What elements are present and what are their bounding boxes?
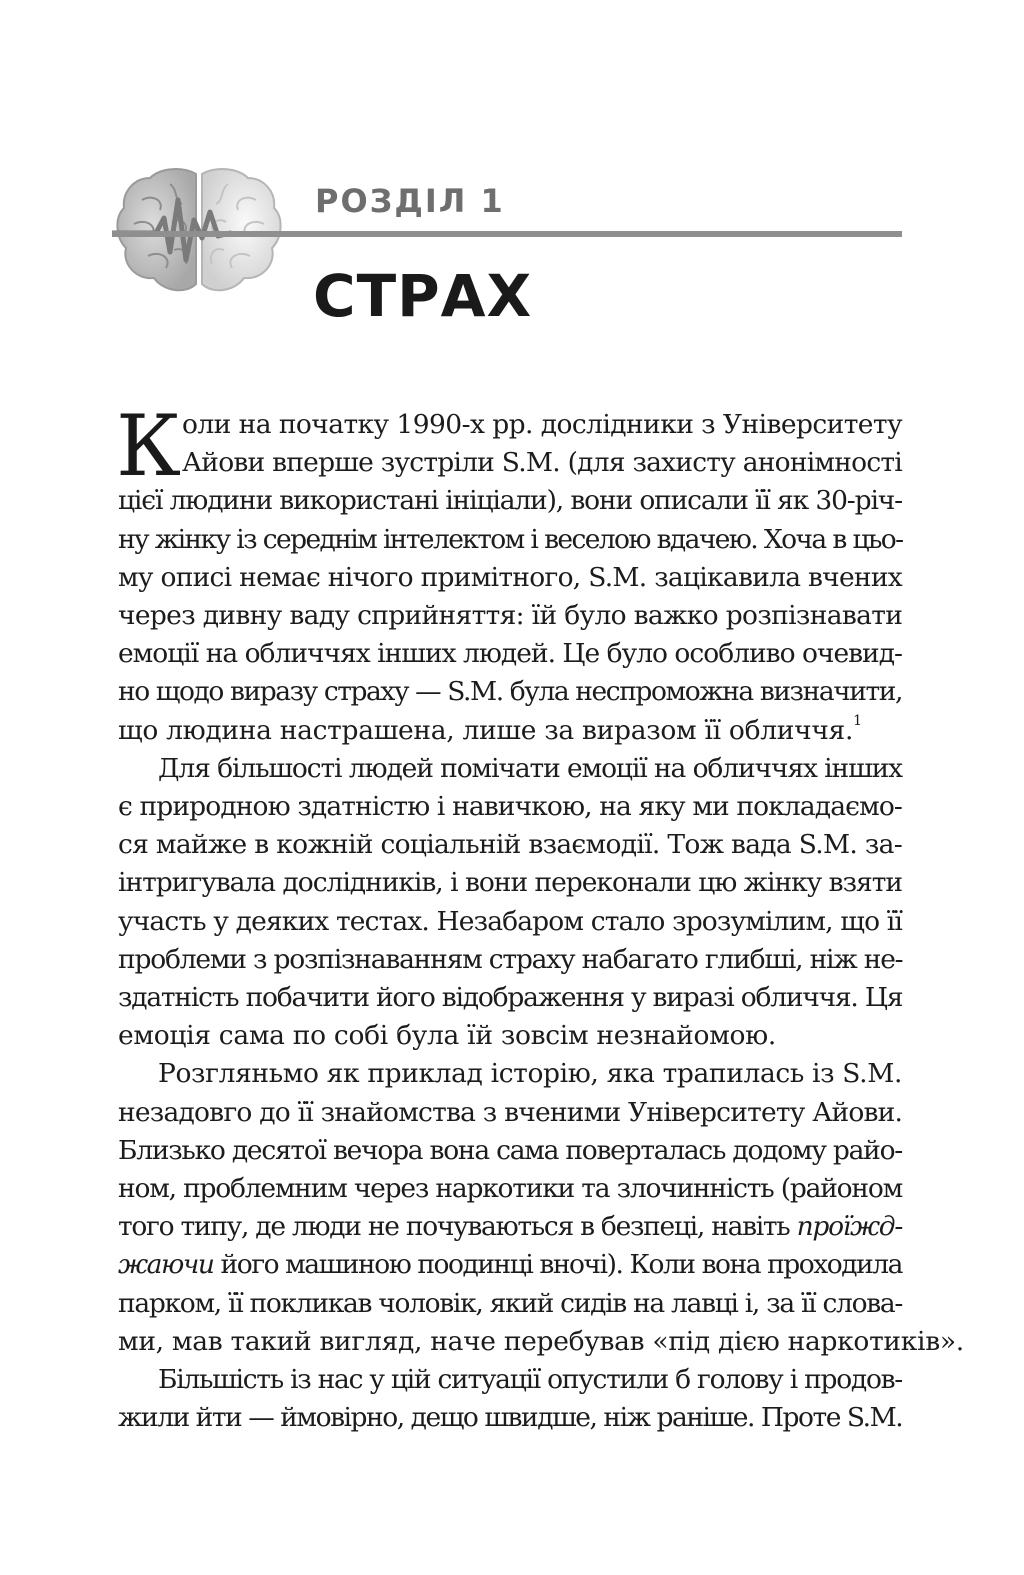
chapter-rule <box>112 231 902 237</box>
text-line: через дивну ваду сприйняття: їй було важко розпізнавати <box>118 600 903 632</box>
footnote-marker[interactable]: 1 <box>853 712 862 729</box>
body-text <box>116 397 964 1437</box>
text-line: му описі немає нічого примітного, S.M. зацікавила вчених <box>118 561 902 593</box>
text-line: Айови вперше зустріли S.M. (для захисту анонімності <box>182 447 902 479</box>
text-line-content: того типу, де люди не почуваються в безпеці, навіть <box>118 1211 797 1243</box>
text-line: проблеми з розпізнаванням страху набагато глибші, ніж не- <box>118 943 903 975</box>
text-line: парком, її покликав чоловік, який сидів на лавці і, за її слова- <box>118 1287 902 1319</box>
text-line-content: його машиною поодинці вночі). Коли вона проходила <box>213 1249 902 1281</box>
text-line: Близько десятої вечора вона сама поверталась додому райо- <box>118 1134 902 1166</box>
text-line <box>118 1208 902 1246</box>
text-line: оли на початку 1990-х рр. дослідники з Університету <box>182 409 902 440</box>
text-line: жили йти — ймовірно, дещо швидше, ніж раніше. Проте S.M. <box>118 1402 903 1434</box>
text-line: ми, мав такий вигляд, наче перебував «під дією наркотиків». <box>118 1325 964 1357</box>
text-line: є природною здатністю і навичкою, на яку ми покладаємо- <box>118 791 902 823</box>
text-line: участь у деяких тестах. Незабаром стало зрозумілим, що її <box>118 905 902 937</box>
text-line: ном, проблемним через наркотики та злочинність (районом <box>118 1173 902 1205</box>
text-line: ся майже в кожній соціальній взаємодії. Тож вада S.M. за- <box>118 829 902 861</box>
paragraph-2 <box>118 750 902 1056</box>
text-line: Більшість із нас у цій ситуації опустили б голову і продов- <box>158 1364 902 1396</box>
drop-cap: К <box>116 397 181 495</box>
text-line <box>118 1246 902 1284</box>
text-line: цієї людини використані ініціали), вони описали її як 30-річ- <box>118 485 902 517</box>
text-line <box>118 712 902 750</box>
paragraph-3 <box>118 1055 964 1361</box>
text-line: незадовго до її знайомства з вченими Університету Айови. <box>118 1096 903 1128</box>
text-line: емоція сама по собі була їй зовсім незнайомою. <box>118 1020 777 1052</box>
chapter-label: РОЗДІЛ 1 <box>315 182 505 220</box>
paragraph-1 <box>116 397 903 750</box>
text-line-content: що людина настрашена, лише за виразом її обличчя. <box>118 714 854 746</box>
italic-text: проїжд- <box>796 1211 902 1243</box>
brain-heartbeat-icon <box>112 160 287 300</box>
paragraph-4 <box>118 1361 902 1437</box>
text-line: емоції на обличчях інших людей. Це було особливо очевид- <box>118 638 902 670</box>
text-line: ну жінку із середнім інтелектом і веселою вдачею. Хоча в цьо- <box>118 523 903 555</box>
italic-text: жаючи <box>118 1249 214 1281</box>
text-line: інтригувала дослідників, і вони переконали цю жінку взяти <box>118 867 902 899</box>
text-line: Для більшості людей помічати емоції на обличчях інших <box>158 752 902 784</box>
text-line: Розгляньмо як приклад історію, яка трапилась із S.M. <box>158 1058 902 1090</box>
chapter-title: СТРАХ <box>313 262 533 330</box>
text-line: но щодо виразу страху — S.M. була неспроможна визначити, <box>118 676 902 708</box>
text-line: здатність побачити його відображення у виразі обличчя. Ця <box>118 982 903 1014</box>
